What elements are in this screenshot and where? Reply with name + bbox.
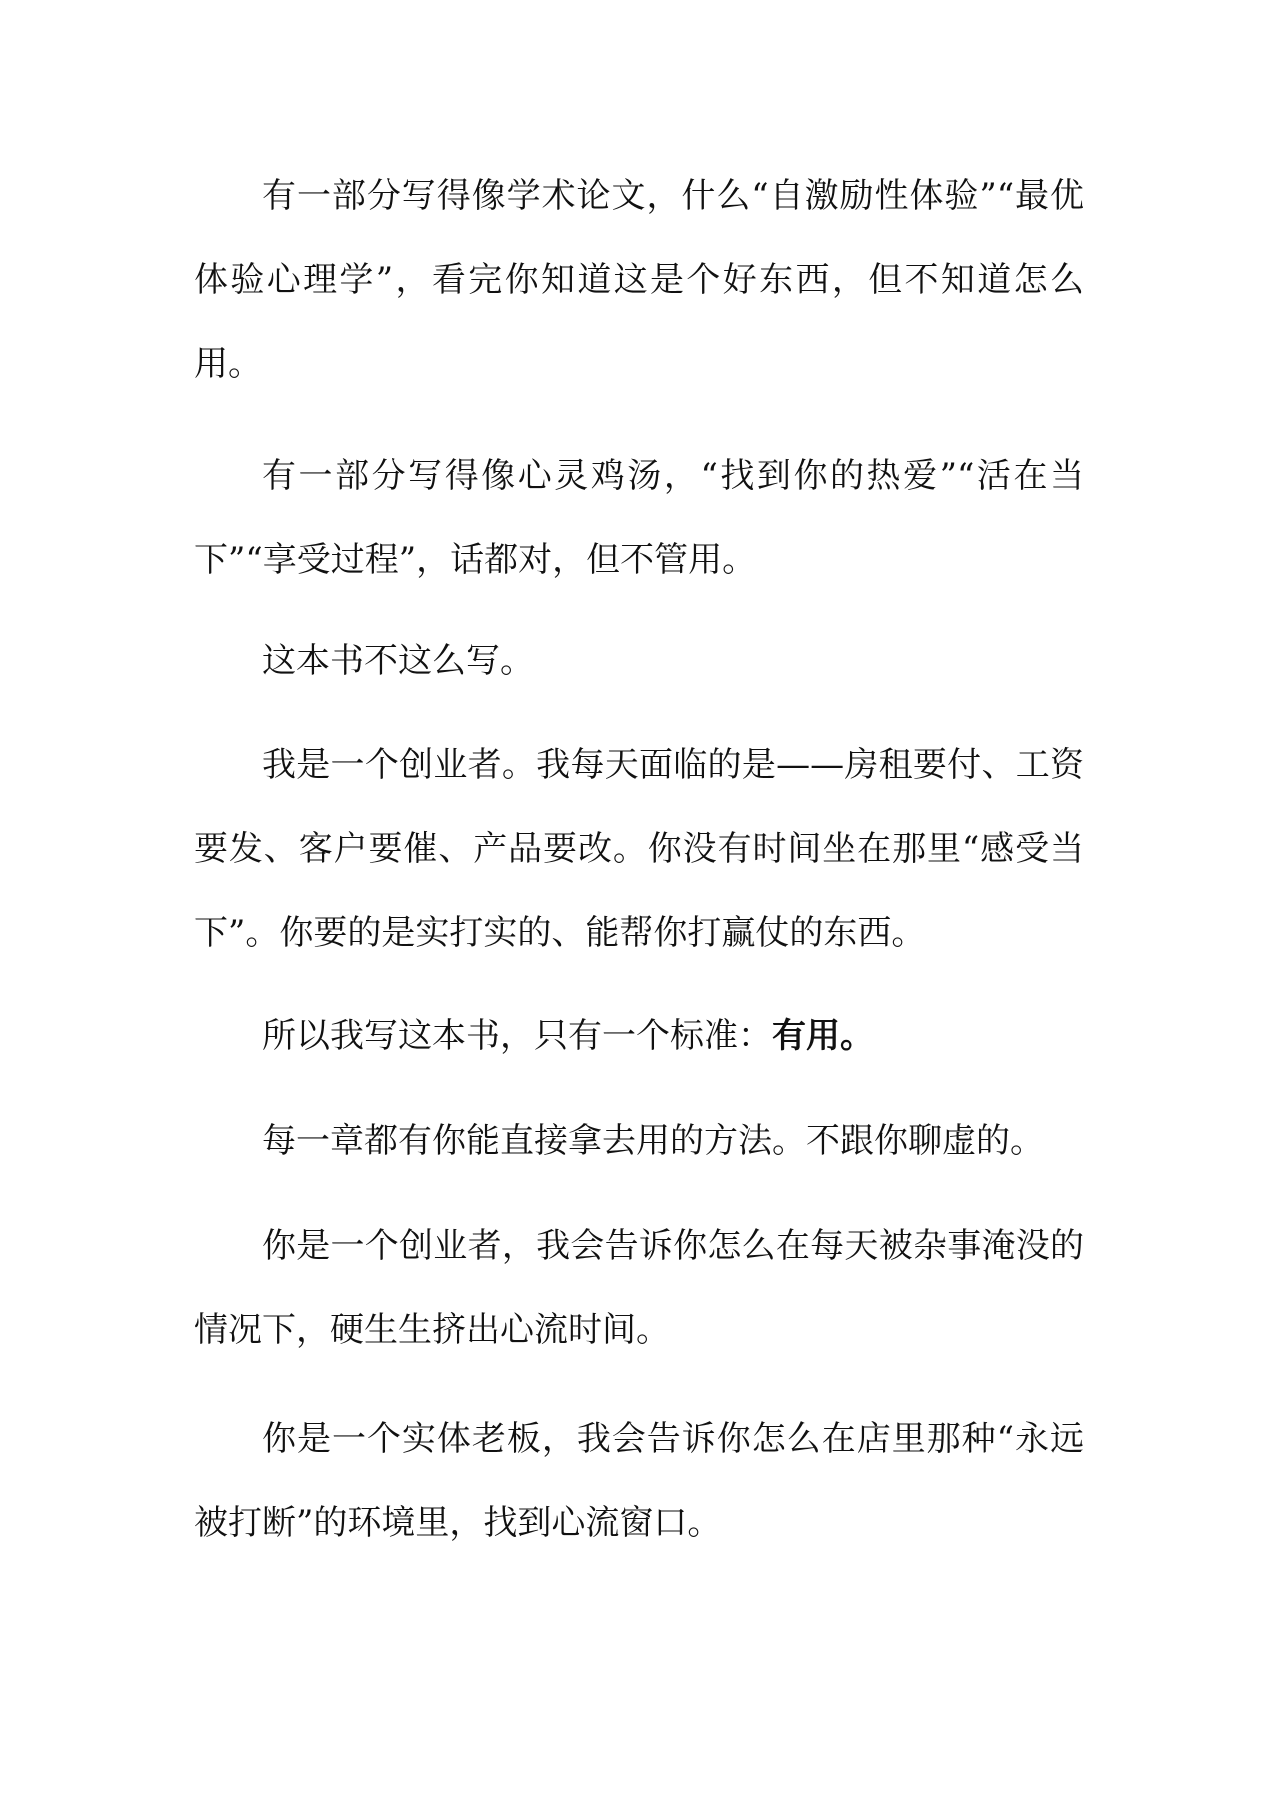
paragraph: 有一部分写得像学术论文，什么“自激励性体验”“最优体验心理学”，看完你知道这是个好东西，但不知道怎么用。 xyxy=(194,176,1084,384)
paragraph: 这本书不这么写。 xyxy=(262,641,534,681)
paragraph: 你是一个创业者，我会告诉你怎么在每天被杂事淹没的情况下，硬生生挤出心流时间。 xyxy=(194,1226,1084,1350)
paragraph: 你是一个实体老板，我会告诉你怎么在店里那种“永远被打断”的环境里，找到心流窗口。 xyxy=(194,1419,1084,1543)
paragraph: 我是一个创业者。我每天面临的是——房租要付、工资要发、客户要催、产品要改。你没有时间坐在那里“感受当下”。你要的是实打实的、能帮你打赢仗的东西。 xyxy=(194,745,1084,953)
paragraph-text: 所以我写这本书，只有一个标准： xyxy=(262,1016,772,1056)
paragraph: 每一章都有你能直接拿去用的方法。不跟你聊虚的。 xyxy=(262,1121,1044,1161)
paragraph-with-emphasis xyxy=(194,994,1084,1078)
emphasis-text: 有用。 xyxy=(772,1016,874,1056)
paragraph: 有一部分写得像心灵鸡汤，“找到你的热爱”“活在当下”“享受过程”，话都对，但不管用。 xyxy=(194,456,1084,580)
